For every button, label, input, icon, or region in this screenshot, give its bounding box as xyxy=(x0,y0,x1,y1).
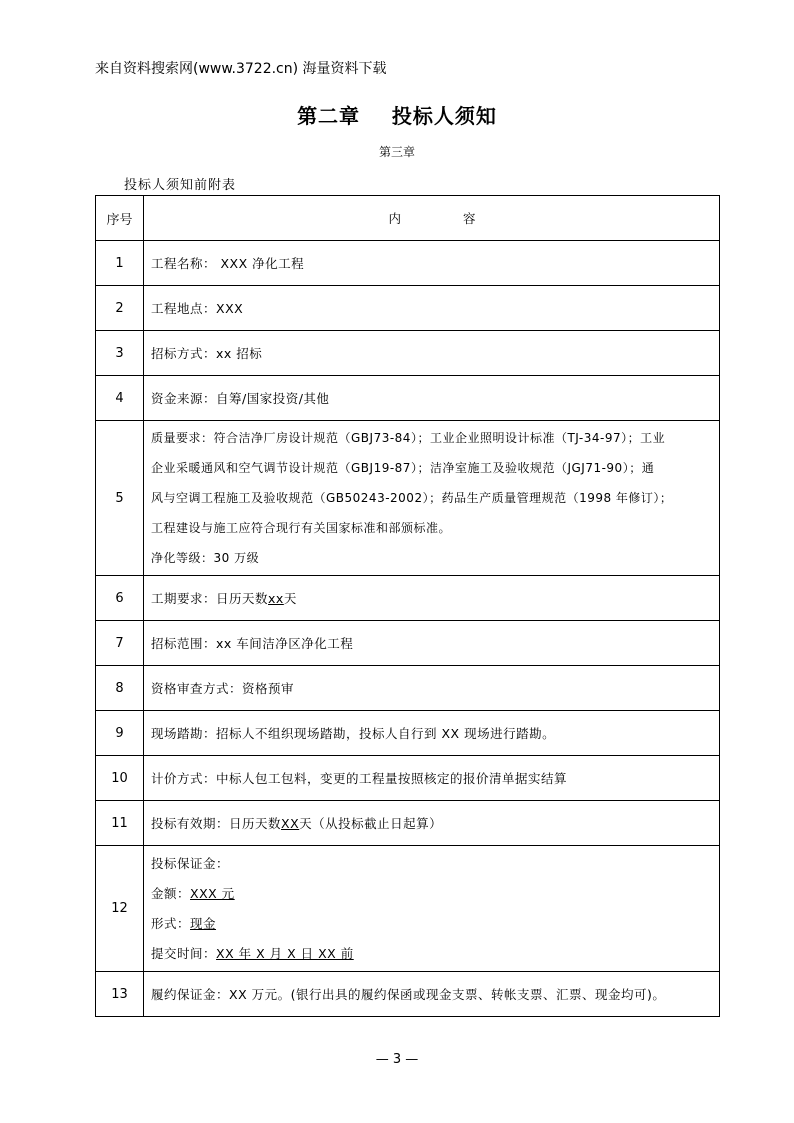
row-no: 6 xyxy=(96,576,144,621)
row-text: 现场踏勘：招标人不组织现场踏勘，投标人自行到 XX 现场进行踏勘。 xyxy=(144,711,720,756)
row-text: 工程名称： XXX 净化工程 xyxy=(144,241,720,286)
duration-prefix: 工期要求：日历天数 xyxy=(151,591,269,606)
amount-label: 金额： xyxy=(151,885,191,901)
time-value: XX 年 X 月 X 日 XX 前 xyxy=(216,945,354,961)
amount-value: XXX 元 xyxy=(190,885,235,901)
bidder-instructions-table xyxy=(95,195,720,1017)
validity-suffix: 天（从投标截止日起算） xyxy=(299,816,443,831)
row-text xyxy=(144,576,720,621)
table-row xyxy=(96,241,720,286)
row-no: 10 xyxy=(96,756,144,801)
quality-line-2: 企业采暖通风和空气调节设计规范（GBJ19-87）；洁净室施工及验收规范（JGJ71-90）；通 xyxy=(151,461,655,475)
row-multiline xyxy=(144,421,720,576)
row-text: 招标范围：xx 车间洁净区净化工程 xyxy=(144,621,720,666)
header-content-char1: 内 xyxy=(388,211,401,226)
quality-line-4: 工程建设与施工应符合现行有关国家标准和部颁标准。 xyxy=(151,521,452,535)
table-row xyxy=(96,421,720,576)
row-no: 5 xyxy=(96,421,144,576)
duration-suffix: 天 xyxy=(283,591,297,606)
bid-bond-heading: 投标保证金： xyxy=(151,855,230,871)
table-row xyxy=(96,576,720,621)
row-text: 招标方式：xx 招标 xyxy=(144,331,720,376)
time-label: 提交时间： xyxy=(151,945,217,961)
row-text: 工程地点：XXX xyxy=(144,286,720,331)
table-header-row xyxy=(96,196,720,241)
table-row xyxy=(96,756,720,801)
row-no: 13 xyxy=(96,972,144,1017)
validity-value: XX xyxy=(281,816,300,831)
row-text: 资格审查方式：资格预审 xyxy=(144,666,720,711)
row-no: 9 xyxy=(96,711,144,756)
purification-grade: 净化等级：30 万级 xyxy=(151,551,260,565)
sub-title: 第三章 xyxy=(378,145,415,159)
table-row xyxy=(96,846,720,972)
quality-line-3: 风与空调工程施工及验收规范（GB50243-2002）；药品生产质量管理规范（1998 年修订）； xyxy=(151,491,673,505)
bid-bond-cell xyxy=(144,846,720,972)
page-number: — 3 — xyxy=(375,1052,419,1067)
row-text xyxy=(144,801,720,846)
table-row xyxy=(96,972,720,1017)
table-row xyxy=(96,376,720,421)
table-row xyxy=(96,666,720,711)
row-no: 4 xyxy=(96,376,144,421)
table-row xyxy=(96,286,720,331)
validity-prefix: 投标有效期：日历天数 xyxy=(151,816,282,831)
source-note: 来自资料搜索网(www.3722.cn) 海量资料下载 xyxy=(95,61,387,77)
row-no: 7 xyxy=(96,621,144,666)
quality-line-1: 质量要求：符合洁净厂房设计规范（GBJ73-84）；工业企业照明设计标准（TJ-34-97）；工业 xyxy=(151,431,666,445)
duration-value: xx xyxy=(268,591,284,606)
table-row xyxy=(96,331,720,376)
bid-bond-time xyxy=(151,939,713,969)
table-row xyxy=(96,711,720,756)
form-label: 形式： xyxy=(151,915,191,931)
row-no: 12 xyxy=(96,846,144,972)
row-text: 资金来源：自筹/国家投资/其他 xyxy=(144,376,720,421)
row-no: 2 xyxy=(96,286,144,331)
row-no: 8 xyxy=(96,666,144,711)
bid-bond-amount xyxy=(151,879,713,909)
row-text: 计价方式：中标人包工包料，变更的工程量按照核定的报价清单据实结算 xyxy=(144,756,720,801)
bid-bond-form xyxy=(151,909,713,939)
row-text: 履约保证金：XX 万元。(银行出具的履约保函或现金支票、转帐支票、汇票、现金均可)。 xyxy=(144,972,720,1017)
table-title: 投标人须知前附表 xyxy=(124,178,237,193)
header-no: 序号 xyxy=(96,196,144,241)
row-no: 11 xyxy=(96,801,144,846)
table-row xyxy=(96,801,720,846)
header-content xyxy=(144,196,720,241)
row-no: 3 xyxy=(96,331,144,376)
row-no: 1 xyxy=(96,241,144,286)
chapter-title: 第二章 投标人须知 xyxy=(297,104,497,128)
header-content-char2: 容 xyxy=(463,211,476,226)
table-row xyxy=(96,621,720,666)
form-value: 现金 xyxy=(190,915,217,931)
